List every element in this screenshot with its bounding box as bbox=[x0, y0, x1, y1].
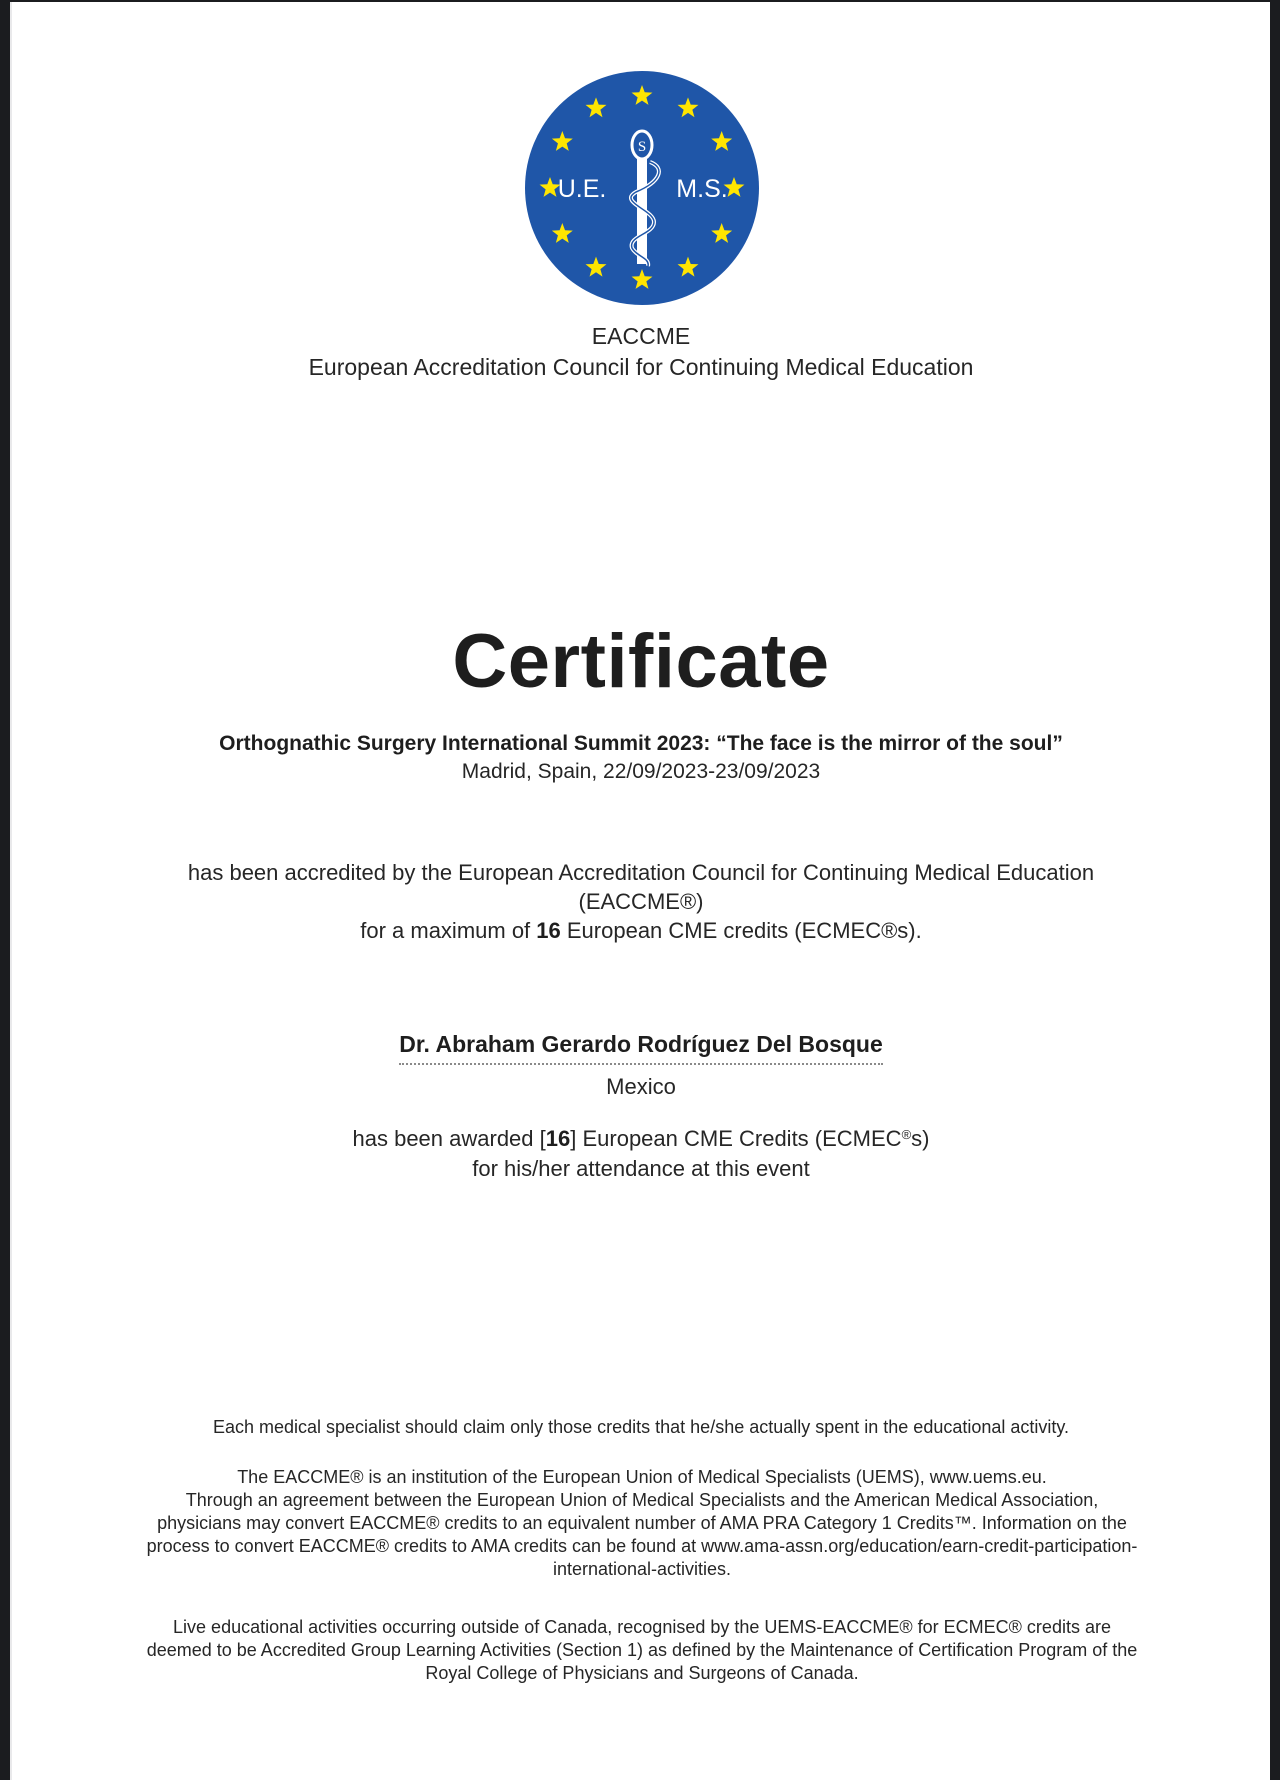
footer-eaccme-line: process to convert EACCME® credits to AMA credits can be found at www.ama-assn.org/education/earn-credit-participation- bbox=[146, 1536, 1138, 1556]
accreditation-line-1: has been accredited by the European Accreditation Council for Continuing Medical Education bbox=[187, 860, 1095, 885]
award-statement bbox=[12, 1124, 1270, 1184]
footer-eaccme-paragraph bbox=[72, 1466, 1212, 1581]
footer-canada-line: Royal College of Physicians and Surgeons of Canada. bbox=[425, 1663, 859, 1683]
logo-left-text: U.E. bbox=[557, 175, 607, 203]
footer-eaccme-line: Through an agreement between the European Union of Medical Specialists and the American Medical Association, bbox=[185, 1490, 1099, 1510]
recipient-name: Dr. Abraham Gerardo Rodríguez Del Bosque bbox=[399, 1031, 883, 1057]
event-place-dates: Madrid, Spain, 22/09/2023-23/09/2023 bbox=[461, 760, 821, 783]
footer-canada-paragraph bbox=[72, 1616, 1212, 1685]
registered-mark: ® bbox=[901, 1127, 912, 1142]
organization-abbreviation: EACCME bbox=[591, 323, 691, 349]
footer-canada-line: deemed to be Accredited Group Learning Activities (Section 1) as defined by the Maintenance of Certification Program of the bbox=[146, 1640, 1138, 1660]
logo-right-text: M.S. bbox=[676, 175, 728, 203]
footer-eaccme-line: physicians may convert EACCME® credits to an equivalent number of AMA PRA Category 1 Credits™. Information on the bbox=[157, 1513, 1127, 1533]
accreditation-line-3 bbox=[12, 916, 1270, 945]
footer-eaccme-line: international-activities. bbox=[552, 1559, 732, 1579]
footer-eaccme-line: The EACCME® is an institution of the European Union of Medical Specialists (UEMS), www.uems.eu. bbox=[237, 1467, 1047, 1487]
certificate-title: Certificate bbox=[452, 619, 830, 704]
award-middle: ] European CME Credits (ECMEC bbox=[570, 1126, 902, 1151]
event-title: Orthognathic Surgery International Summit 2023: “The face is the mirror of the soul” bbox=[219, 732, 1063, 755]
awarded-credits-value: 16 bbox=[545, 1126, 571, 1151]
accreditation-suffix: European CME credits (ECMEC®s). bbox=[560, 918, 922, 943]
max-credits-value: 16 bbox=[536, 918, 561, 943]
certificate-page bbox=[10, 2, 1270, 1780]
recipient-country: Mexico bbox=[606, 1074, 676, 1099]
accreditation-statement bbox=[12, 858, 1270, 945]
logo-staff-letter: S bbox=[637, 139, 647, 155]
organization-name: European Accreditation Council for Continuing Medical Education bbox=[308, 354, 974, 380]
award-line-1 bbox=[12, 1124, 1270, 1154]
footer-claim-note: Each medical specialist should claim only those credits that he/she actually spent in the educational activity. bbox=[212, 1417, 1070, 1437]
footer-canada-line: Live educational activities occurring outside of Canada, recognised by the UEMS-EACCME® for ECMEC® credits are bbox=[173, 1617, 1111, 1637]
award-line-2: for his/her attendance at this event bbox=[472, 1156, 810, 1181]
accreditation-line-2: (EACCME®) bbox=[578, 889, 704, 914]
award-suffix: s) bbox=[911, 1126, 930, 1151]
award-prefix: has been awarded [ bbox=[352, 1126, 546, 1151]
accreditation-prefix: for a maximum of bbox=[360, 918, 537, 943]
uems-logo-icon bbox=[524, 70, 760, 306]
name-dotted-underline bbox=[399, 1063, 883, 1065]
